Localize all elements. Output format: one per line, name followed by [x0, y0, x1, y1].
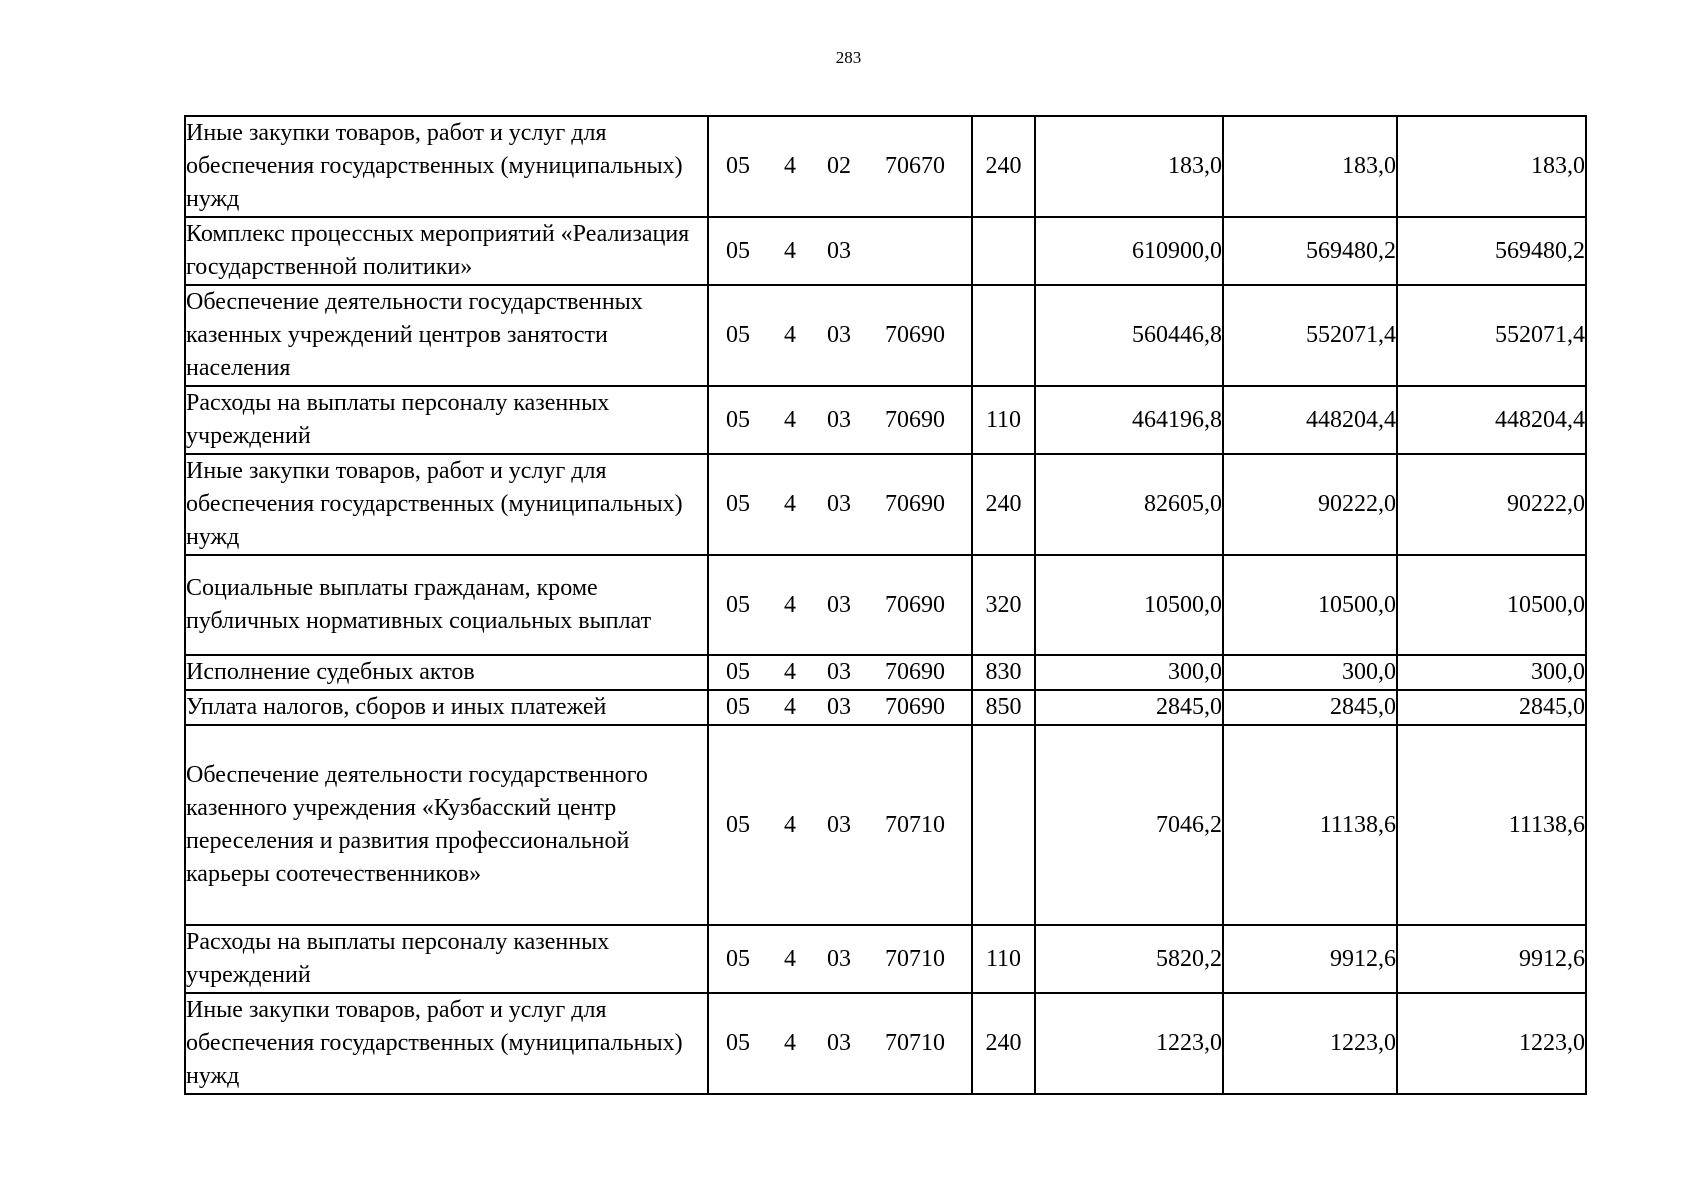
code-section: 05 [726, 945, 750, 972]
code-section: 05 [726, 491, 750, 517]
code-program: 4 [784, 659, 796, 685]
row-value-3: 9912,6 [1397, 925, 1586, 993]
row-name: Комплекс процессных мероприятий «Реализация государственной политики» [185, 217, 708, 285]
code-section: 05 [726, 322, 750, 348]
table-row [185, 925, 1586, 993]
row-name: Иные закупки товаров, работ и услуг для обеспечения государственных (муниципальных) нужд [185, 116, 708, 217]
code-direction: 70670 [885, 153, 945, 179]
row-value-1: 1223,0 [1035, 993, 1223, 1094]
row-value-1: 7046,2 [1035, 725, 1223, 925]
row-value-1: 10500,0 [1035, 555, 1223, 655]
row-expense-type: 240 [972, 993, 1035, 1094]
row-codes [708, 725, 972, 925]
row-value-2: 2845,0 [1223, 690, 1397, 725]
row-codes [708, 993, 972, 1094]
row-value-1: 560446,8 [1035, 285, 1223, 386]
code-direction: 70710 [885, 945, 945, 972]
row-expense-type: 830 [972, 655, 1035, 690]
code-subprogram: 03 [827, 591, 851, 618]
row-value-1: 610900,0 [1035, 217, 1223, 285]
code-subprogram: 03 [827, 406, 851, 433]
row-value-3: 90222,0 [1397, 454, 1586, 555]
row-value-3: 569480,2 [1397, 217, 1586, 285]
code-direction: 70690 [885, 406, 945, 433]
row-codes [708, 454, 972, 555]
code-subprogram: 03 [827, 491, 851, 517]
code-program: 4 [784, 322, 796, 348]
code-section: 05 [726, 659, 750, 685]
row-value-2: 10500,0 [1223, 555, 1397, 655]
table-row [185, 655, 1586, 690]
row-value-3: 1223,0 [1397, 993, 1586, 1094]
row-value-3: 11138,6 [1397, 725, 1586, 925]
row-value-3: 10500,0 [1397, 555, 1586, 655]
code-subprogram: 03 [827, 322, 851, 348]
row-codes [708, 925, 972, 993]
row-codes [708, 116, 972, 217]
row-expense-type [972, 217, 1035, 285]
row-value-1: 2845,0 [1035, 690, 1223, 725]
code-section: 05 [726, 153, 750, 179]
code-section: 05 [726, 811, 750, 838]
code-subprogram: 03 [827, 659, 851, 685]
row-value-2: 9912,6 [1223, 925, 1397, 993]
row-name: Уплата налогов, сборов и иных платежей [185, 690, 708, 725]
page-number: 283 [835, 48, 862, 67]
code-program: 4 [784, 945, 796, 972]
code-subprogram: 02 [827, 153, 851, 179]
code-direction: 70690 [885, 322, 945, 348]
row-expense-type: 850 [972, 690, 1035, 725]
row-expense-type: 320 [972, 555, 1035, 655]
budget-table [184, 115, 1587, 1095]
row-name: Исполнение судебных актов [185, 655, 708, 690]
row-expense-type: 240 [972, 116, 1035, 217]
code-subprogram: 03 [827, 945, 851, 972]
code-direction: 70710 [885, 1030, 945, 1056]
table-row [185, 386, 1586, 454]
row-value-3: 183,0 [1397, 116, 1586, 217]
row-expense-type [972, 725, 1035, 925]
row-value-1: 464196,8 [1035, 386, 1223, 454]
row-codes [708, 690, 972, 725]
row-value-2: 300,0 [1223, 655, 1397, 690]
code-section: 05 [726, 237, 750, 264]
row-value-2: 90222,0 [1223, 454, 1397, 555]
row-value-3: 552071,4 [1397, 285, 1586, 386]
row-name: Иные закупки товаров, работ и услуг для обеспечения государственных (муниципальных) нужд [185, 454, 708, 555]
row-expense-type: 110 [972, 925, 1035, 993]
row-codes [708, 217, 972, 285]
row-value-3: 448204,4 [1397, 386, 1586, 454]
row-name: Иные закупки товаров, работ и услуг для обеспечения государственных (муниципальных) нужд [185, 993, 708, 1094]
row-name: Обеспечение деятельности государственных казенных учреждений центров занятости населения [185, 285, 708, 386]
row-name: Расходы на выплаты персоналу казенных учреждений [185, 925, 708, 993]
code-section: 05 [726, 406, 750, 433]
code-section: 05 [726, 1030, 750, 1056]
row-name: Расходы на выплаты персоналу казенных учреждений [185, 386, 708, 454]
row-value-2: 11138,6 [1223, 725, 1397, 925]
row-value-2: 183,0 [1223, 116, 1397, 217]
table-row [185, 555, 1586, 655]
code-program: 4 [784, 237, 796, 264]
code-program: 4 [784, 406, 796, 433]
row-value-1: 300,0 [1035, 655, 1223, 690]
code-program: 4 [784, 811, 796, 838]
code-direction: 70710 [885, 811, 945, 838]
code-direction: 70690 [885, 591, 945, 618]
row-value-3: 2845,0 [1397, 690, 1586, 725]
table-row [185, 285, 1586, 386]
code-direction: 70690 [885, 694, 945, 720]
code-subprogram: 03 [827, 694, 851, 720]
table-row [185, 993, 1586, 1094]
code-subprogram: 03 [827, 237, 851, 264]
row-codes [708, 555, 972, 655]
code-program: 4 [784, 491, 796, 517]
row-expense-type: 240 [972, 454, 1035, 555]
table-row [185, 690, 1586, 725]
row-codes [708, 285, 972, 386]
row-name: Социальные выплаты гражданам, кроме публичных нормативных социальных выплат [185, 555, 708, 655]
table-row [185, 454, 1586, 555]
row-codes [708, 655, 972, 690]
code-program: 4 [784, 153, 796, 179]
table-row [185, 116, 1586, 217]
row-value-2: 569480,2 [1223, 217, 1397, 285]
row-expense-type: 110 [972, 386, 1035, 454]
row-value-1: 82605,0 [1035, 454, 1223, 555]
row-expense-type [972, 285, 1035, 386]
row-value-2: 448204,4 [1223, 386, 1397, 454]
table-row [185, 725, 1586, 925]
code-section: 05 [726, 694, 750, 720]
code-program: 4 [784, 591, 796, 618]
code-direction: 70690 [885, 491, 945, 517]
row-name: Обеспечение деятельности государственного казенного учреждения «Кузбасский центр переселения и развития профессиональной карьеры соотечественников» [185, 725, 708, 925]
code-subprogram: 03 [827, 811, 851, 838]
code-program: 4 [784, 1030, 796, 1056]
code-subprogram: 03 [827, 1030, 851, 1056]
row-codes [708, 386, 972, 454]
row-value-2: 1223,0 [1223, 993, 1397, 1094]
row-value-1: 5820,2 [1035, 925, 1223, 993]
row-value-3: 300,0 [1397, 655, 1586, 690]
row-value-2: 552071,4 [1223, 285, 1397, 386]
code-section: 05 [726, 591, 750, 618]
code-direction: 70690 [885, 659, 945, 685]
row-value-1: 183,0 [1035, 116, 1223, 217]
table-row [185, 217, 1586, 285]
code-program: 4 [784, 694, 796, 720]
